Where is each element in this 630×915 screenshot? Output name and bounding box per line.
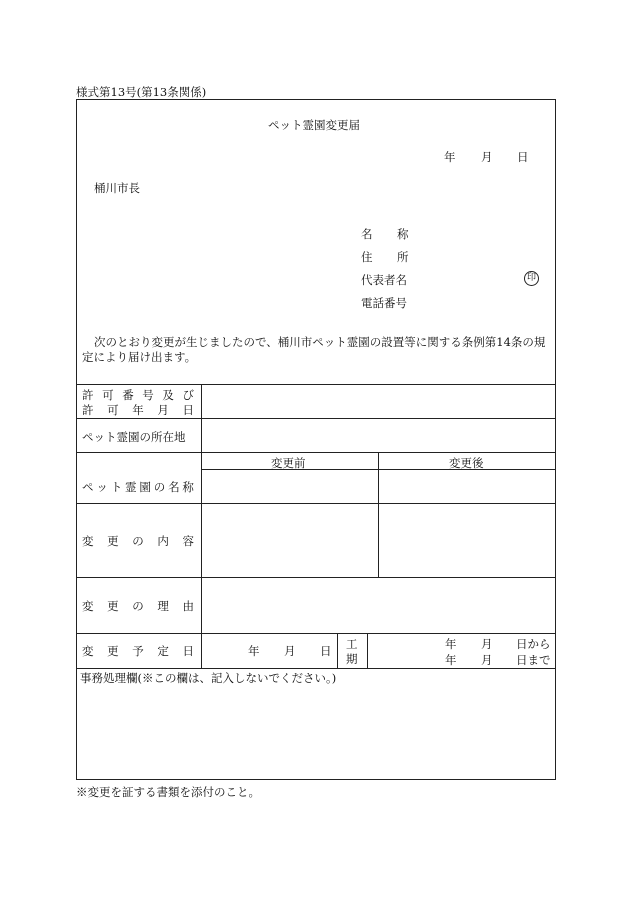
label-char: 更 (107, 644, 119, 658)
date-month: 月 (481, 150, 493, 164)
label-char: 許 (82, 403, 94, 417)
permit-date-label (82, 402, 194, 418)
change-reason-label (82, 598, 194, 614)
label-char: 年 (132, 403, 144, 417)
period-from-day: 日から (516, 637, 551, 651)
label-char: 容 (182, 534, 194, 548)
scheduled-day: 日 (320, 644, 332, 658)
period-from-month: 月 (481, 637, 493, 651)
label-char: 変 (82, 534, 94, 548)
label-char: の (132, 599, 144, 613)
after-header: 変更後 (449, 456, 484, 470)
label-char: 月 (157, 403, 169, 417)
change-content-after-field[interactable] (379, 504, 555, 576)
label-char: の (132, 534, 144, 548)
label-char: 予 (132, 644, 144, 658)
table-line-6 (76, 668, 556, 669)
permit-number-field[interactable] (202, 385, 555, 417)
applicant-name-label-1: 名 (361, 227, 373, 241)
scheduled-date-label (82, 643, 194, 659)
cemetery-name-label (82, 479, 194, 495)
office-use-label: 事務処理欄(※この欄は、記入しないでください。) (80, 671, 337, 685)
period-label-1: 工 (346, 637, 358, 651)
location-field[interactable] (202, 419, 555, 451)
label-char: 番 (122, 388, 134, 402)
label-char: 由 (182, 599, 194, 613)
before-header: 変更前 (271, 456, 306, 470)
scheduled-month: 月 (284, 644, 296, 658)
label-char: 霊 (125, 480, 137, 494)
cemetery-name-after-field[interactable] (379, 470, 555, 502)
applicant-address-label-2: 所 (397, 250, 409, 264)
label-char: 変 (82, 599, 94, 613)
change-content-before-field[interactable] (202, 504, 377, 576)
label-char: 許 (82, 388, 94, 402)
label-char: ト (110, 480, 123, 494)
label-char: 更 (107, 534, 119, 548)
table-line-2 (76, 452, 556, 453)
label-char: び (182, 388, 194, 402)
label-char: 称 (182, 480, 194, 494)
period-to-day: 日まで (516, 653, 551, 667)
form-number-note: 様式第13号(第13条関係) (76, 85, 207, 99)
label-char: 及 (162, 388, 174, 402)
cemetery-name-before-field[interactable] (202, 470, 377, 502)
phone-label: 電話番号 (361, 296, 407, 310)
label-char: 理 (157, 599, 169, 613)
label-char: 号 (142, 388, 154, 402)
label-char: 名 (168, 480, 180, 494)
addressee: 桶川市長 (94, 181, 140, 195)
period-from-year: 年 (445, 637, 457, 651)
body-text-line-2: 定により届け出ます。 (82, 350, 197, 364)
representative-label: 代表者名 (361, 273, 407, 287)
scheduled-year: 年 (248, 644, 260, 658)
label-char: 日 (182, 644, 194, 658)
body-text-line-1: 次のとおり変更が生じましたので、桶川市ペット霊園の設置等に関する条例第14条の規 (94, 335, 546, 349)
label-char: 内 (157, 534, 169, 548)
label-char: ッ (96, 480, 108, 494)
footnote: ※変更を証する書類を添付のこと。 (76, 785, 260, 799)
label-char: の (153, 480, 166, 494)
date-year: 年 (444, 150, 456, 164)
label-char: 園 (139, 480, 151, 494)
label-char: 定 (157, 644, 169, 658)
label-char: 更 (107, 599, 119, 613)
permit-number-label (82, 387, 194, 403)
label-char: 可 (107, 403, 119, 417)
label-char: 日 (182, 403, 194, 417)
change-content-label (82, 533, 194, 549)
seal-mark: 印 (524, 271, 539, 286)
change-reason-field[interactable] (202, 578, 555, 632)
applicant-name-label-2: 称 (397, 227, 409, 241)
location-label: ペット霊園の所在地 (82, 430, 186, 444)
applicant-address-label-1: 住 (361, 250, 373, 264)
period-to-year: 年 (445, 653, 457, 667)
period-label-right-border (367, 633, 368, 668)
date-day: 日 (517, 150, 529, 164)
form-title: ペット霊園変更届 (268, 118, 360, 132)
label-char: ペ (82, 480, 94, 494)
period-label-left-border (337, 633, 338, 668)
table-line-5 (76, 633, 556, 634)
period-label-2: 期 (346, 652, 358, 666)
label-char: 可 (102, 388, 114, 402)
label-char: 変 (82, 644, 94, 658)
period-to-month: 月 (481, 653, 493, 667)
